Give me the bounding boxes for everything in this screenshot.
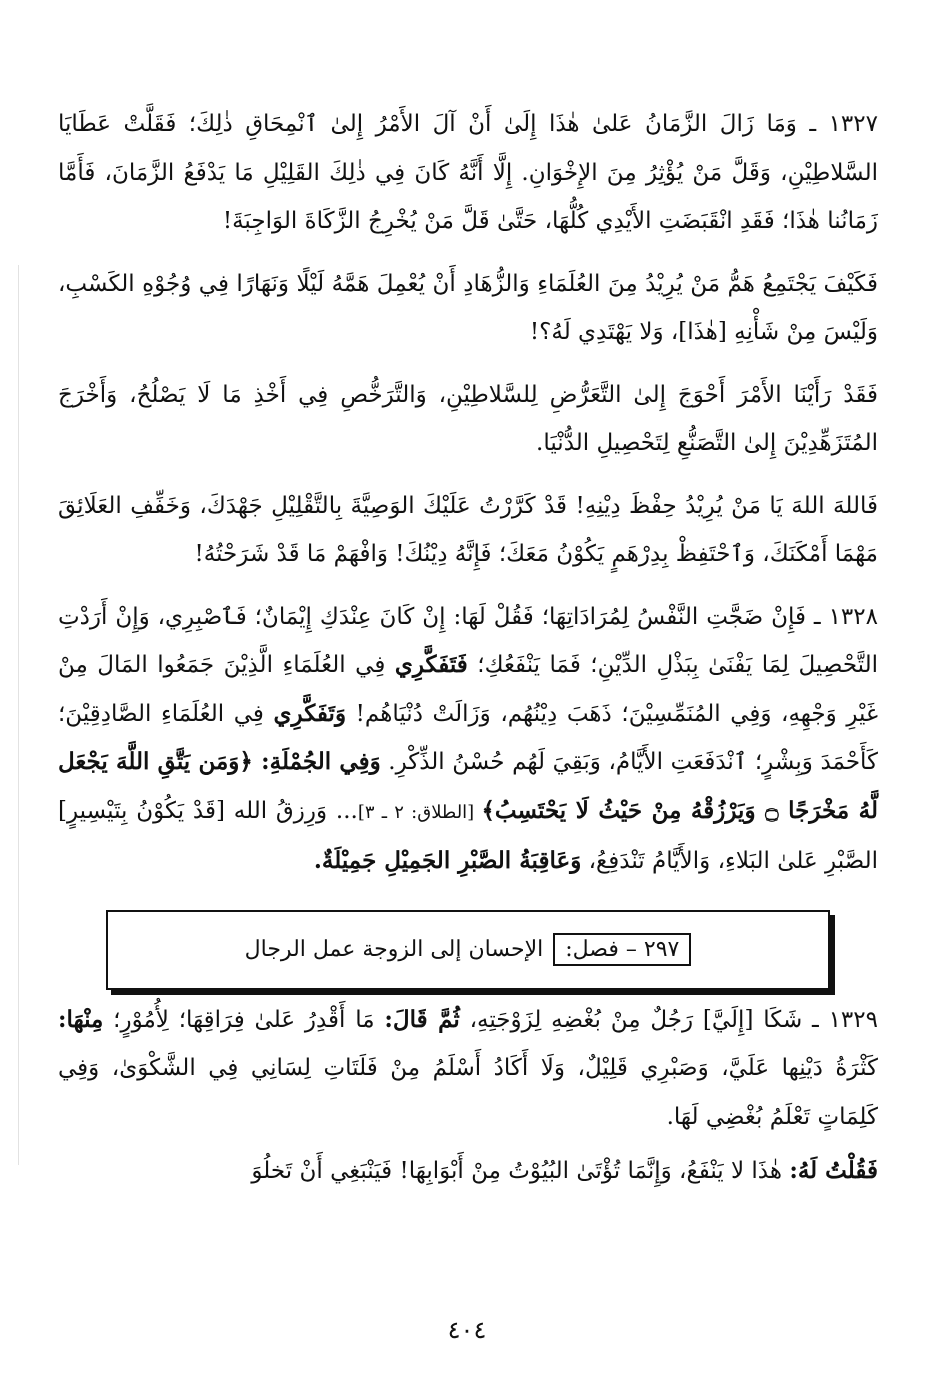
paragraph-1327: ١٣٢٧ ـ وَمَا زَالَ الزَّمَانُ عَلىٰ هٰذَا إِلَىٰ أَنْ آلَ الأَمْرُ إِلىٰ ٱنْمِحَاقِ ذٰلِكَ؛ فَقَلَّتْ عَطَايَا السَّلاطِيْنِ، وَقَلَّ مَنْ يُؤْثِرُ مِنَ الإِخْوَانِ. إِلَّا أَنَّهُ كَانَ فِي ذٰلِكَ القَلِيْلِ مَا يَدْفَعُ الزَّمَانَ، فَأَمَّا زَمَانُنا هٰذَا؛ فَقَدِ انْقَبَضَتِ الأَيْدِي كُلُّهَا، حَتَّىٰ قَلَّ مَنْ يُخْرِجُ الزَّكَاةَ الوَاجِبَةَ! (58, 111, 878, 234)
text-run: كَثْرَةُ دَيْنِها عَلَيَّ، وَصَبْرِي قَلِيْلٌ، وَلَا أَكَادُ أَسْلَمُ مِنْ فَلَتَاتِ لِسَانِي فِي الشَّكْوَىٰ، وَفِي كَلِمَاتٍ تَعْلَمُ بُغْضِي لَهَا. (58, 1055, 878, 1130)
text-run: مَا أَقْدِرُ عَلىٰ فِرَاقِهَا؛ لِأُمُوْرٍ؛ (103, 1006, 385, 1033)
page-body (58, 100, 878, 1196)
bold-phrase: فَقُلْتُ لَهُ: (789, 1157, 878, 1184)
paragraph-1328 (58, 593, 878, 886)
section-title: الإحسان إلى الزوجة عمل الرجال (244, 937, 544, 962)
text-run: هٰذَا لا يَنْفَعُ، وَإِنَّمَا تُؤْتَىٰ البُيُوْتُ مِنْ أَبْوَابِهَا! فَيَنْبَغِي أَنْ تَخلُوَ (251, 1158, 790, 1184)
text-run: فِي العُلَمَاءِ الصَّادِقِيْنَ؛ كَأَحْمَدَ وَبِشْرٍ؛ ٱنْدَفَعَتِ الأَيَّامُ، وَبَقِيَ لَهُم حُسْنُ الذِّكْرِ. (58, 700, 878, 775)
paragraph-advice: فَاللهَ اللهَ يَا مَنْ يُرِيْدُ حِفْظَ دِيْنِهِ! قَدْ كَرَّرْتُ عَلَيْكَ الوَصِيَّةَ بِالتَّقْلِيْلِ جَهْدَكَ، وَخَفِّفِ العَلَائِقَ مَهْمَا أَمْكَنَكَ، وَٱحْتَفِظْ بِدِرْهَمٍ يَكُوْنُ مَعَكَ؛ فَإِنَّهُ دِيْنُكَ! وَافْهَمْ مَا قَدْ شَرَحْتُهُ! (58, 492, 878, 567)
text-run: ... وَرِزقُ الله [قَدْ يَكُوْنُ بِتَيْسِيرٍ] الصَّبْرِ عَلىٰ البَلاءِ، وَالأَيَّامُ تَنْدَفِعُ، (58, 797, 878, 874)
page-number: ٤٠٤ (447, 1316, 487, 1344)
text-run: ١٣٢٨ ـ فَإِنْ ضَجَّتِ النَّفْسُ لِمُرَادَاتِهَا؛ فَقُلْ لَهَا: إِنْ كَانَ عِنْدَكِ إِيْمَانٌ؛ فَٱصْبِرِي، وَإِنْ أَرَدْتِ التَّحْصِيلَ لِمَا يَفْنَىٰ بِبَذْلِ الدِّيْنِ؛ فَمَا يَنْفَعُكِ؛ (58, 603, 879, 678)
paragraph-sultans: فَقَدْ رَأَيْنَا الأَمْرَ أَحْوَجَ إِلىٰ التَّعَرُّضِ لِلسَّلاطِيْنِ، وَالتَّرَخُّصِ فِي أَخْذِ مَا لَا يَصْلُحُ، وَأَخْرَجَ المُتَزَهِّدِيْنَ إِلىٰ التَّصَنُّعِ لِتَحْصِيلِ الدُّنْيَا. (58, 381, 878, 456)
section-number (553, 933, 691, 966)
section-number-value: ٢٩٧ (643, 937, 680, 962)
quran-reference: [الطلاق: ٢ ـ ٣] (357, 801, 482, 823)
paragraph-reply (58, 1147, 878, 1196)
section-heading-box (106, 910, 830, 990)
section-label: فصل: (565, 937, 619, 962)
text-run: فِي العُلَمَاءِ الَّذِيْنَ جَمَعُوا المَالَ مِنْ غَيْرِ وَجْهِهِ، وَفِي المُنَمِّسِيْنَ؛ ذَهَبَ دِيْنُهُم، وَزَالَتْ دُنْيَاهُم! (58, 652, 878, 727)
bold-phrase: مِنْهَا: (58, 1005, 104, 1033)
paragraph-gathering: فَكَيْفَ يَجْتَمِعُ هَمُّ مَنْ يُرِيْدُ مِنَ العُلَمَاءِ وَالزُّهَادِ أَنْ يُعْمِلَ هَمَّهُ لَيْلًا وَنَهَارًا فِي وُجُوْهِ الكَسْبِ، وَلَيْسَ مِنْ شَأْنِهِ [هٰذَا]، وَلا يَهْتَدِي لَهُ؟! (58, 270, 878, 345)
section-heading (245, 933, 692, 966)
paragraph-1329 (58, 996, 878, 1142)
quran-quote: ﴿وَمَن يَتَّقِ اللَّهَ يَجْعَل لَّهُ مَخْرَجًا ۝ وَيَرْزُقْهُ مِنْ حَيْثُ لَا يَحْتَسِبُ﴾ (58, 748, 879, 824)
bold-phrase: وَعَاقِبَةُ الصَّبْرِ الجَمِيْلِ جَمِيْلَةٌ. (313, 847, 582, 874)
bold-phrase: وَفِي الجُمْلَةِ: (261, 748, 381, 775)
bold-phrase: وَتَفَكَّرِي (273, 699, 347, 727)
text-run: ١٣٢٩ ـ شَكَا [إِلَيَّ] رَجُلٌ مِنْ بُغْضِهِ لِزَوْجَتِهِ، (459, 1006, 878, 1033)
bold-phrase: فَتَفَكَّرِي (394, 651, 468, 678)
bold-phrase: ثُمَّ قَالَ: (384, 1005, 460, 1033)
page-edge-rule (18, 265, 19, 1165)
section-separator: – (618, 937, 644, 962)
